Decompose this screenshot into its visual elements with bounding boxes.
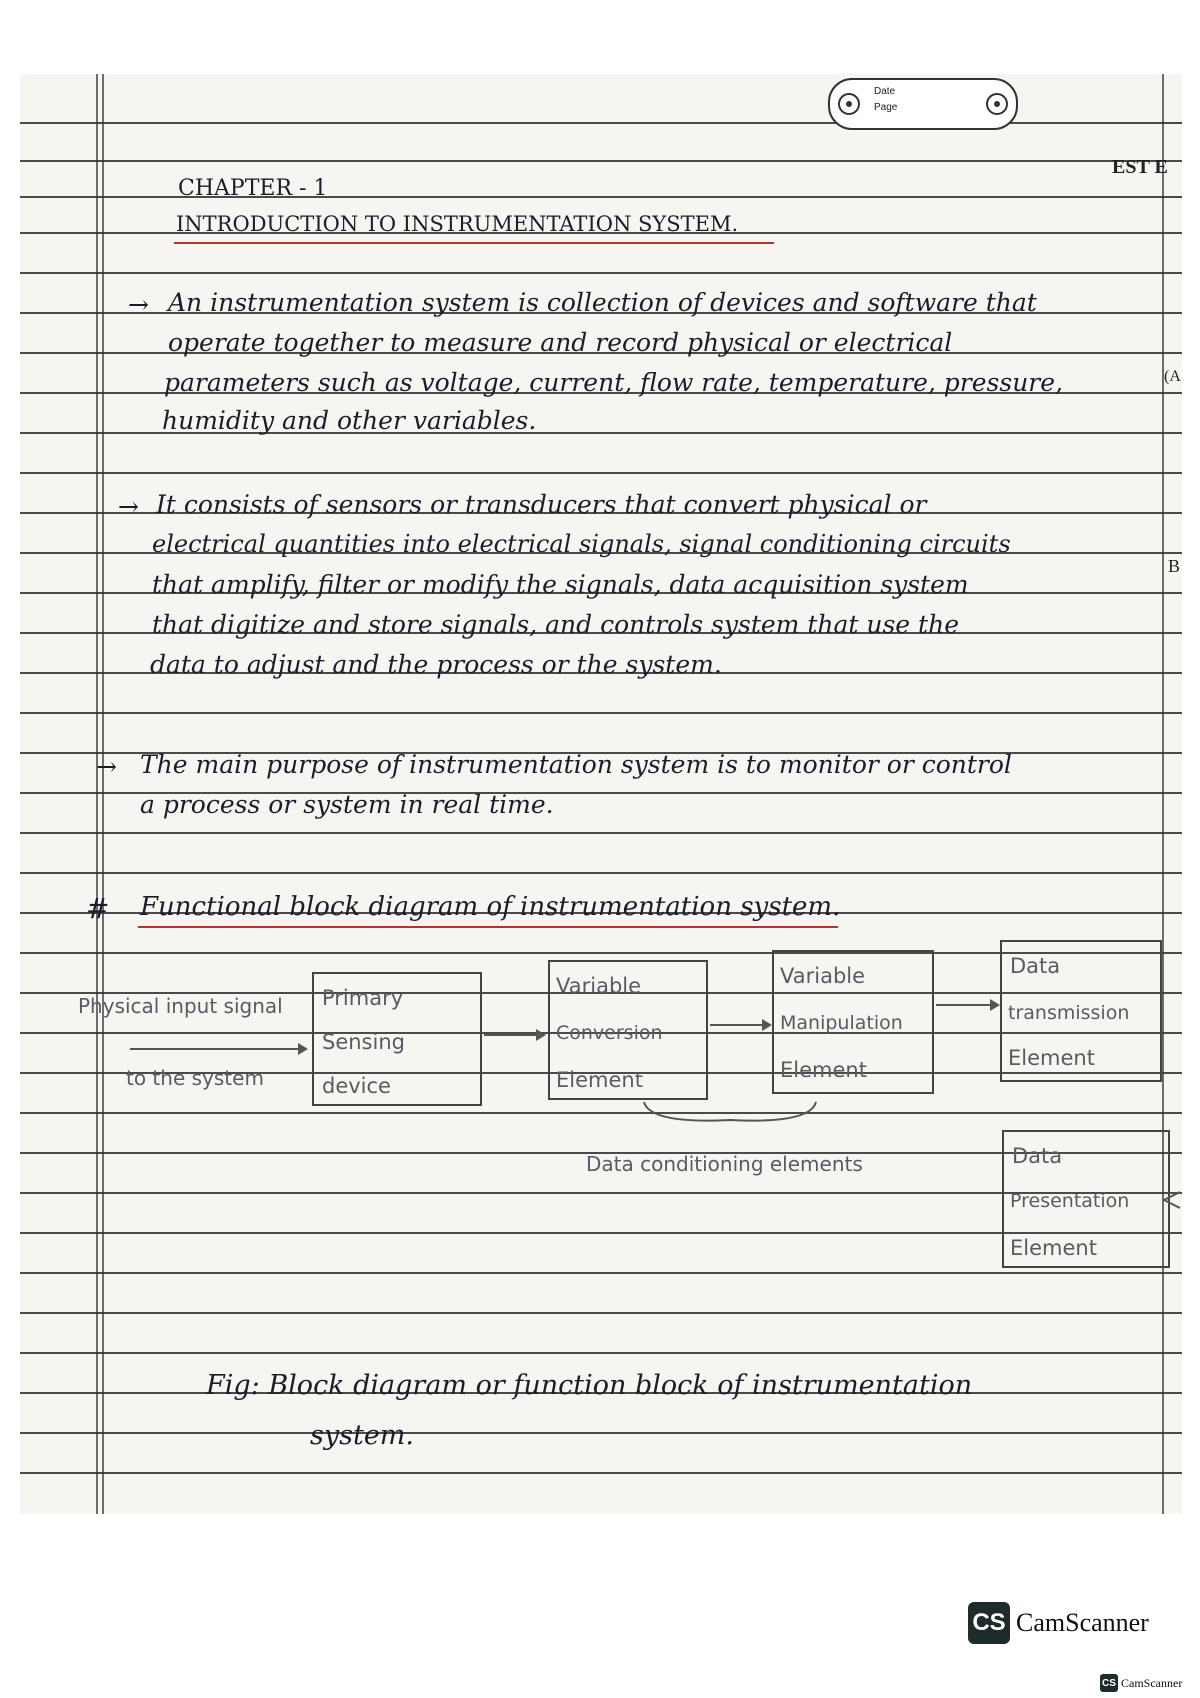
camscanner-logo (968, 1602, 1149, 1644)
paragraph-line: It consists of sensors or transducers that convert physical or (156, 490, 927, 519)
bullet-arrow: → (96, 752, 117, 781)
paragraph-line: An instrumentation system is collection of devices and software that (168, 288, 1037, 317)
paragraph-line: operate together to measure and record physical or electrical (168, 328, 953, 357)
paragraph-line: that digitize and store signals, and controls system that use the (152, 610, 959, 639)
input-signal-label: to the system (126, 1066, 264, 1090)
paragraph-line: The main purpose of instrumentation system is to monitor or control (140, 750, 1012, 779)
bullet-arrow: → (118, 492, 139, 521)
flow-arrow (484, 1034, 544, 1036)
date-page-stamp (828, 78, 1018, 130)
block-line: Manipulation (780, 1012, 903, 1034)
ruled-line (20, 832, 1182, 834)
camscanner-text: CamScanner (1121, 1675, 1183, 1690)
ruled-line (20, 272, 1182, 274)
block-line: Element (556, 1068, 643, 1092)
camscanner-badge-icon: CS (1100, 1674, 1118, 1692)
ruled-line (20, 1112, 1182, 1114)
margin-line (1162, 74, 1164, 1514)
camscanner-badge-icon: CS (968, 1602, 1010, 1644)
block-line: Conversion (556, 1022, 663, 1044)
block-line: Primary (322, 986, 404, 1010)
date-label: Date (874, 86, 896, 97)
ruled-line (20, 160, 1182, 162)
ruled-line (20, 472, 1182, 474)
edge-mark: (A (1164, 368, 1181, 385)
paragraph-line: humidity and other variables. (162, 406, 537, 435)
figure-caption: Fig: Block diagram or function block of instrumentation (206, 1370, 973, 1401)
page-label: Page (874, 102, 898, 113)
ruled-line (20, 1472, 1182, 1474)
block-line: Variable (556, 974, 642, 998)
stamp-circle-icon (986, 93, 1008, 115)
paragraph-line: electrical quantities into electrical signals, signal conditioning circuits (152, 530, 1011, 558)
ruled-line (20, 1312, 1182, 1314)
block-line: Presentation (1010, 1190, 1130, 1212)
title-underline (174, 242, 774, 244)
brace-icon (640, 1098, 820, 1134)
ruled-line (20, 872, 1182, 874)
section-heading: Functional block diagram of instrumentation system. (140, 892, 841, 922)
ruled-line (20, 712, 1182, 714)
block-line: Sensing (322, 1030, 405, 1054)
camscanner-logo-small (1100, 1674, 1182, 1692)
heading-underline (138, 926, 838, 928)
ruled-line (20, 1352, 1182, 1354)
paragraph-line: that amplify, filter or modify the signals, data acquisition system (152, 570, 969, 599)
block-line: Element (780, 1058, 867, 1082)
block-line: device (322, 1074, 391, 1098)
stamp-circle-icon (838, 93, 860, 115)
input-arrow (130, 1048, 306, 1050)
ruled-line (20, 1432, 1182, 1434)
flow-arrow (936, 1004, 998, 1006)
paragraph-line: data to adjust and the process or the system. (150, 650, 722, 679)
edge-mark: B (1168, 556, 1181, 576)
flow-arrow (710, 1024, 770, 1026)
paragraph-line: a process or system in real time. (140, 790, 554, 819)
paragraph-line: parameters such as voltage, current, flow rate, temperature, pressure, (164, 368, 1063, 397)
margin-line (102, 74, 104, 1514)
camscanner-text: CamScanner (1016, 1608, 1149, 1637)
block-line: Data (1010, 954, 1061, 978)
block-line: Data (1012, 1144, 1063, 1168)
ruled-line (20, 1272, 1182, 1274)
input-signal-label: Physical input signal (78, 994, 283, 1018)
block-line: Variable (780, 964, 866, 988)
figure-caption: system. (310, 1420, 414, 1451)
chapter-title: INTRODUCTION TO INSTRUMENTATION SYSTEM. (176, 212, 739, 236)
chapter-number: CHAPTER - 1 (178, 176, 328, 201)
arrowhead-icon (1160, 1190, 1182, 1210)
block-line: Element (1008, 1046, 1095, 1070)
bullet-arrow: → (128, 290, 149, 319)
conditioning-label: Data conditioning elements (586, 1152, 863, 1176)
margin-line (96, 74, 98, 1514)
edge-mark: EST E (1112, 156, 1168, 178)
block-line: Element (1010, 1236, 1097, 1260)
section-marker: # (86, 892, 110, 925)
block-line: transmission (1008, 1002, 1130, 1024)
